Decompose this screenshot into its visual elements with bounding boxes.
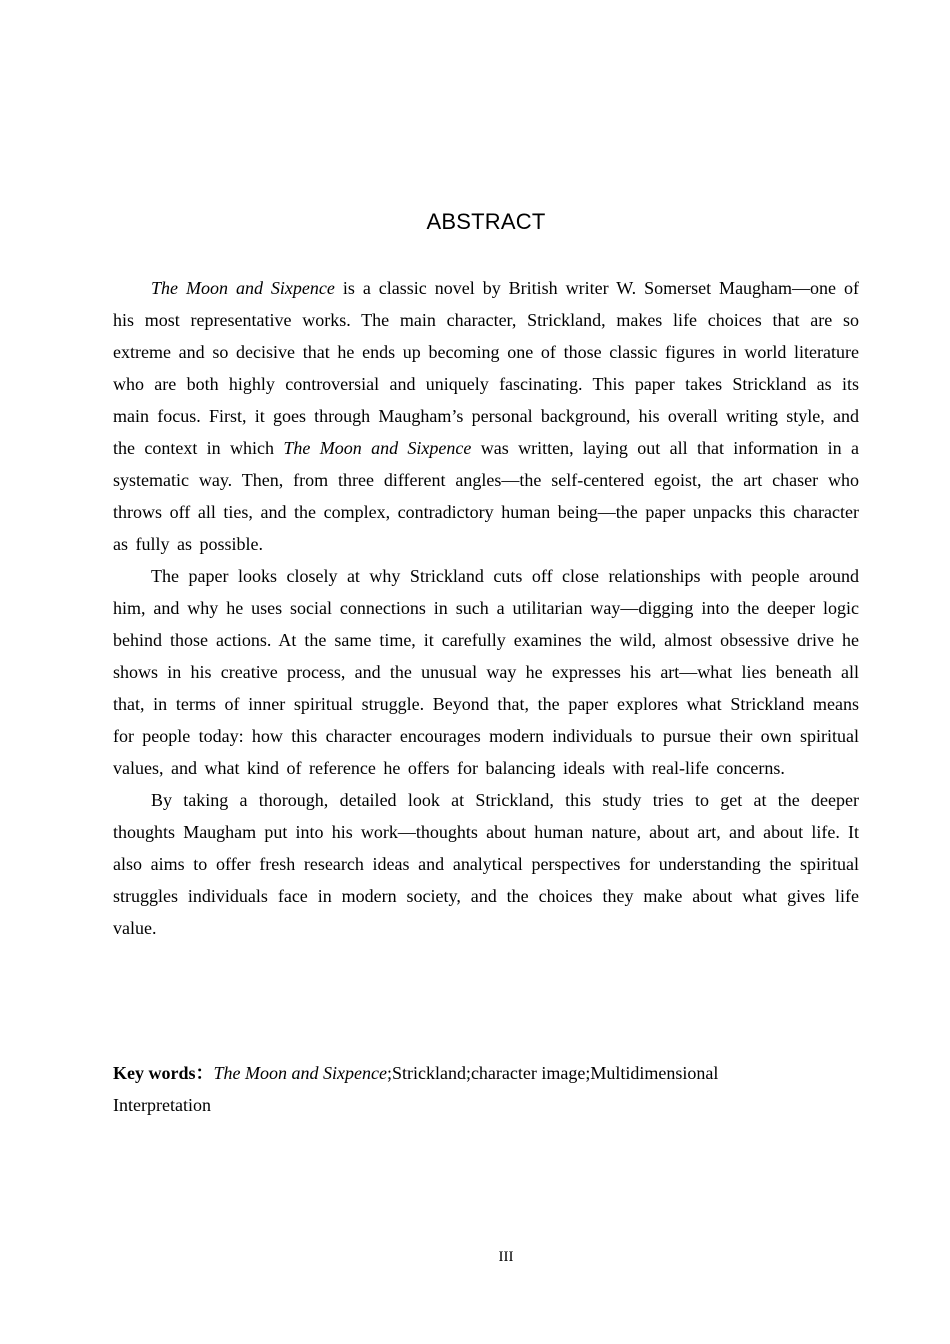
abstract-paragraph-2: The paper looks closely at why Strickland cuts off close relationships with people around him, and why he uses social connections in such a utilitarian way—digging into the deeper logic behind those actions. At the same time, it carefully examines the wild, almost obsessive drive he shows in his creative process, and the unusual way he expresses his art—what lies beneath all that, in terms of inner spiritual struggle. Beyond that, the paper explores what Strickland means for people today: how this character encourages modern individuals to pursue their own spiritual values, and what kind of reference he offers for balancing ideals with real-life concerns.	[113, 566, 859, 778]
novel-title: The Moon and Sixpence	[151, 278, 335, 298]
keywords-label: Key words：	[113, 1063, 214, 1083]
abstract-paragraph-1	[113, 272, 859, 560]
keywords-rest: ;Strickland;character image;Multidimensional Interpretation	[113, 1063, 719, 1115]
abstract-paragraph-3: By taking a thorough, detailed look at Strickland, this study tries to get at the deeper thoughts Maugham put into his work—thoughts about human nature, about art, and about life. It also aims to offer fresh research ideas and analytical perspectives for understanding the spiritual struggles individuals face in modern society, and the choices they make about what gives life value.	[113, 790, 859, 938]
keyword-novel-title: The Moon and Sixpence	[213, 1063, 387, 1083]
page-title: ABSTRACT	[426, 209, 546, 234]
page-number: III	[498, 1249, 514, 1265]
keywords-line	[113, 1057, 773, 1121]
novel-title-inline: The Moon and Sixpence	[283, 438, 472, 458]
paragraph-1-text-part-1: is a classic novel by British writer W. Somerset Maugham—one of his most representative works. The main character, Strickland, makes life choices that are so extreme and so decisive that he ends up becoming one of those classic figures in world literature who are both highly controversial and uniquely fascinating. This paper takes Strickland as its main focus. First, it goes through Maugham’s personal background, his overall writing style, and the context in which	[113, 278, 860, 458]
paragraph-1-text-part-2: was written, laying out all that information in a systematic way. Then, from three different angles—the self-centered egoist, the art chaser who throws off all ties, and the complex, contradictory human being—the paper unpacks this character as fully as possible.	[113, 438, 859, 554]
abstract-body	[113, 272, 859, 944]
